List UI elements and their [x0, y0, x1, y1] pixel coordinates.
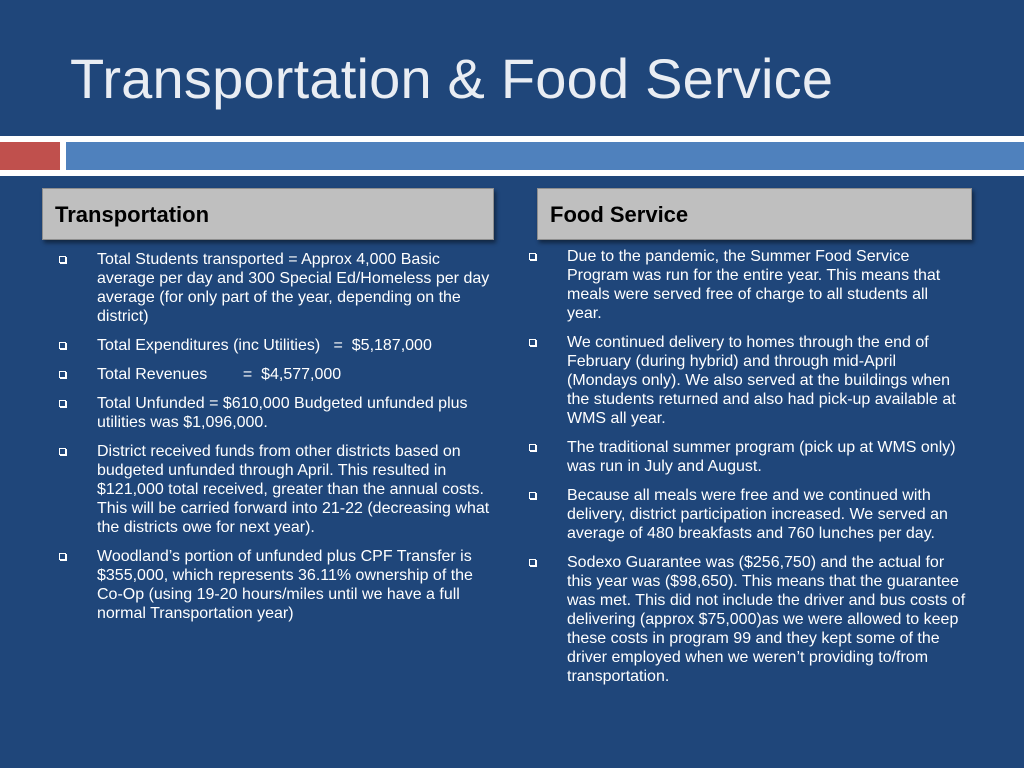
bullet-icon: [59, 371, 66, 378]
accent-bar-red: [0, 142, 60, 170]
bullet-icon: [59, 448, 66, 455]
list-item-text: We continued delivery to homes through the end of February (during hybrid) and through mid-April (Mondays only). We also served at the buildings when the students returned and also had pick-up available at WMS all year.: [567, 334, 956, 427]
list-item-text: Total Expenditures (inc Utilities) = $5,187,000: [97, 337, 432, 354]
list-item-text: Sodexo Guarantee was ($256,750) and the actual for this year was ($98,650). This means that the guarantee was met. This did not include the driver and bus costs of delivering (approx $75,000)as we were allowed to keep these costs in program 99 and they kept some of the driver employed when we weren’t providing to/from transportation.: [567, 554, 966, 685]
list-item: [56, 336, 496, 355]
bullet-icon: [529, 253, 536, 260]
list-item: [56, 365, 496, 384]
list-item: [526, 247, 966, 323]
transportation-list: [56, 250, 496, 633]
bullet-icon: [59, 400, 66, 407]
list-item: [56, 250, 496, 326]
slide-title: Transportation & Food Service: [70, 47, 834, 110]
transportation-header: Transportation: [42, 188, 494, 240]
food-service-list: [526, 247, 966, 696]
accent-bar-blue: [66, 142, 1024, 170]
list-item-text: Total Revenues = $4,577,000: [97, 366, 342, 383]
list-item: [56, 547, 496, 623]
list-item-text: Woodland’s portion of unfunded plus CPF Transfer is $355,000, which represents 36.11% ownership of the Co-Op (using 19-20 hours/miles until we have a full normal Transportation year): [97, 548, 473, 622]
list-item-text: Due to the pandemic, the Summer Food Service Program was run for the entire year. This means that meals were served free of charge to all students all year.: [567, 248, 941, 322]
bullet-icon: [529, 492, 536, 499]
list-item: [526, 333, 966, 428]
list-item-text: District received funds from other districts based on budgeted unfunded through April. This resulted in $121,000 total received, greater than the annual costs. This will be carried forward into 21-22 (decreasing what the districts owe for next year).: [97, 443, 490, 536]
list-item-text: Total Students transported = Approx 4,000 Basic average per day and 300 Special Ed/Homeless per day average (for only part of the year, depending on the district): [97, 251, 490, 325]
list-item: [56, 394, 496, 432]
bullet-icon: [529, 339, 536, 346]
food-service-header: Food Service: [537, 188, 972, 240]
bullet-icon: [59, 342, 66, 349]
list-item-text: The traditional summer program (pick up at WMS only) was run in July and August.: [567, 439, 956, 475]
bullet-icon: [59, 553, 66, 560]
list-item: [526, 486, 966, 543]
list-item: [526, 438, 966, 476]
list-item: [526, 553, 966, 686]
bullet-icon: [529, 559, 536, 566]
list-item-text: Because all meals were free and we continued with delivery, district participation increased. We served an average of 480 breakfasts and 760 lunches per day.: [567, 487, 948, 542]
bullet-icon: [529, 444, 536, 451]
bullet-icon: [59, 256, 66, 263]
list-item: [56, 442, 496, 537]
list-item-text: Total Unfunded = $610,000 Budgeted unfunded plus utilities was $1,096,000.: [97, 395, 468, 431]
